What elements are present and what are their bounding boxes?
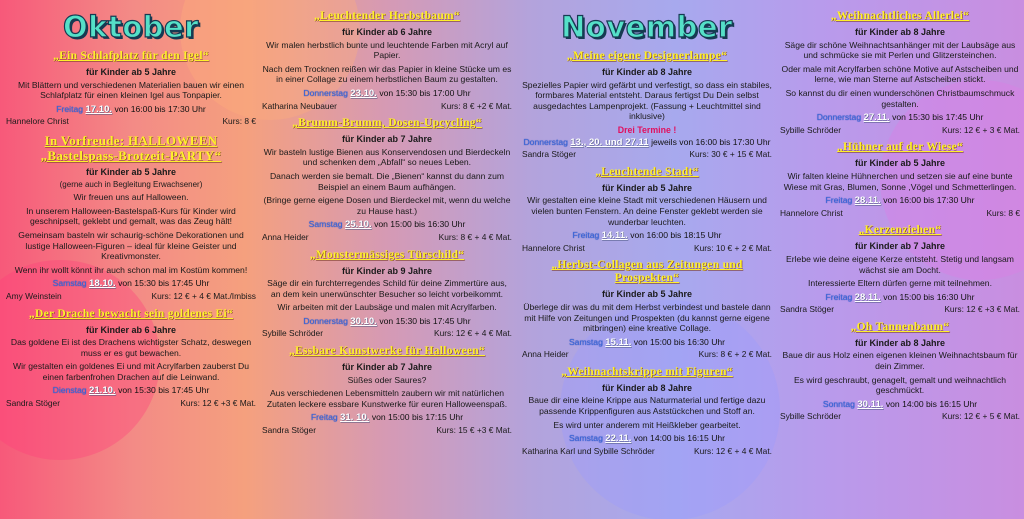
date-value: 15.11.	[605, 336, 632, 348]
description: Säge dir schöne Weihnachtsanhänger mit der Laubsäge aus und schmücke sie mit Perlen und Glitzersteinchen.	[784, 39, 1016, 61]
course-price: Kurs: 15 € +3 € Mat.	[436, 425, 512, 436]
description: Erlebe wie deine eigene Kerze entsteht. Stetig und langsam wächst sie am Docht.	[786, 253, 1014, 275]
course-title: „Oh Tannenbaum“	[850, 320, 950, 333]
column-oktober-2	[262, 0, 512, 519]
column-november-2	[780, 0, 1020, 519]
description: Interessierte Eltern dürfen gerne mit teilnehmen.	[808, 278, 992, 289]
description: Überlege dir was du mit dem Herbst verbindest und bastele dann mit Hilfe von Zeitungen und Prospekten (du kannst gerne eigene mitbringen) eine kreative Collage.	[523, 301, 771, 334]
course-price: Kurs: 8 € + 2 € Mat.	[698, 349, 772, 360]
instructor-price-row	[6, 398, 256, 409]
age-group: für Kinder ab 8 Jahre	[854, 27, 946, 37]
notice-text: Drei Termine !	[617, 124, 677, 135]
instructor-price-row	[522, 349, 772, 360]
age-group: für Kinder ab 8 Jahre	[601, 382, 693, 393]
weekday: Freitag	[572, 230, 600, 241]
course-price: Kurs: 8 €	[986, 207, 1020, 218]
course-title: „Weihnachtliches Allerlei“	[830, 10, 970, 22]
description: Wenn ihr wollt könnt ihr auch schon mal im Kostüm kommen!	[14, 264, 248, 275]
date-value: 23.10.	[350, 87, 377, 99]
course-title: „Ein Schlafplatz für den Igel“	[53, 50, 209, 62]
course-title: „Essbare Kunstwerke für Halloween“	[288, 345, 485, 358]
age-group: für Kinder ab 9 Jahre	[341, 265, 433, 276]
course-entry	[262, 117, 512, 242]
description: Säge dir ein furchterregendes Schild für deine Zimmertüre aus, an dem kein unerwünschter Besucher so leicht vorbeikommt.	[267, 278, 507, 299]
time-range: von 15:30 bis 17:45 Uhr	[118, 278, 210, 289]
instructor-price-row	[6, 291, 256, 302]
instructor-name: Sandra Stöger	[522, 149, 577, 160]
date-line	[522, 137, 772, 149]
instructor-price-row	[262, 328, 512, 339]
age-group: für Kinder ab 7 Jahre	[854, 241, 946, 252]
course-title: „Weihnachtskrippe mit Figuren“	[561, 365, 733, 378]
age-group: für Kinder ab 8 Jahre	[601, 67, 693, 77]
date-value: 30.11.	[857, 398, 884, 410]
course-title: „Meine eigene Designerlampe“	[566, 50, 728, 62]
date-line	[6, 104, 256, 116]
time-range: von 15:00 bis 16:30 Uhr	[633, 336, 726, 347]
course-price: Kurs: 12 € + 5 € Mat.	[942, 411, 1020, 422]
course-entry	[6, 308, 256, 409]
instructor-name: Amy Weinstein	[6, 290, 62, 301]
date-value: 13., 20. und 27.11	[570, 136, 649, 148]
course-price: Kurs: 12 € + 4 € Mat.	[434, 328, 512, 339]
instructor-name: Anna Heider	[522, 349, 569, 360]
course-entry	[262, 249, 512, 340]
course-title: „Kerzenziehen“	[858, 224, 942, 237]
age-group: für Kinder ab 7 Jahre	[341, 362, 433, 373]
instructor-name: Sybille Schröder	[262, 328, 323, 339]
weekday: Donnerstag	[523, 136, 568, 147]
age-group: für Kinder ab 5 Jahre	[601, 182, 693, 193]
age-group: für Kinder ab 6 Jahre	[85, 324, 177, 335]
instructor-price-row	[780, 208, 1020, 219]
date-value: 21.10.	[88, 385, 116, 397]
weekday: Freitag	[825, 195, 853, 206]
weekday: Samstag	[308, 219, 343, 230]
instructor-price-row	[6, 116, 256, 127]
date-value: 27.11.	[863, 112, 890, 124]
time-range: von 14:00 bis 16:15 Uhr	[885, 398, 978, 409]
date-line	[262, 88, 512, 100]
course-price: Kurs: 8 €	[222, 116, 256, 127]
description: Mit Blättern und verschiedenen Materialien bauen wir einen Schlafplatz für einen kleinen Igel aus Tonpapier.	[18, 79, 244, 101]
description: Nach dem Trocknen reißen wir das Papier in kleine Stücke um es in einer Collage zu einem herbstlichen Baum zu gestalten.	[262, 63, 512, 85]
time-range: von 15:30 bis 17:45 Uhr	[379, 315, 471, 326]
weekday: Donnerstag	[816, 112, 862, 123]
weekday: Dienstag	[52, 385, 87, 396]
column-oktober	[6, 0, 256, 519]
date-value: 14.11.	[601, 230, 628, 242]
description: Süßes oder Saures?	[347, 374, 427, 385]
weekday: Donnerstag	[303, 87, 348, 98]
course-price: Kurs: 30 € + 15 € Mat.	[689, 149, 772, 160]
date-line	[522, 433, 772, 445]
date-line	[780, 292, 1020, 304]
course-entry	[6, 133, 256, 302]
course-title: „Monstermässiges Türschild“	[309, 248, 465, 261]
description: Wir arbeiten mit der Laubsäge und malen mit Acrylfarben.	[277, 302, 497, 313]
course-entry	[262, 345, 512, 436]
course-title: „Leuchtender Herbstbaum“	[314, 10, 460, 22]
course-title: „Hühner auf der Wiese“	[836, 141, 964, 154]
description: Baue dir aus Holz einen eigenen kleinen Weihnachtsbaum für dein Zimmer.	[782, 350, 1018, 372]
age-group: für Kinder ab 5 Jahre	[601, 289, 693, 300]
course-price: Kurs: 12 € + 3 € Mat.	[942, 124, 1020, 135]
description: Wir basteln lustige Bienen aus Konservendosen und Bierdeckeln und schenken dem „Abfall“ so neues Leben.	[263, 146, 511, 168]
time-range: von 15:30 bis 17:45 Uhr	[892, 112, 984, 123]
date-line	[780, 112, 1020, 124]
weekday: Freitag	[310, 412, 338, 423]
instructor-name: Katharina Karl und Sybille Schröder	[522, 445, 655, 456]
instructor-name: Sandra Stöger	[6, 398, 61, 409]
description: Wir falten kleine Hühnerchen und setzen sie auf eine bunte Wiese mit Gras, Blumen, Sonne ,Vögel und Schmetterlingen.	[783, 170, 1017, 192]
description: Baue dir eine kleine Krippe aus Naturmaterial und fertige dazu passende Krippenfiguren aus Aststückchen und Stoff an.	[528, 395, 766, 417]
instructor-name: Hannelore Christ	[780, 207, 843, 218]
date-value: 17.10.	[85, 103, 113, 115]
instructor-price-row	[780, 411, 1020, 422]
description: Wir malen herbstlich bunte und leuchtende Farben mit Acryl auf Papier.	[266, 39, 508, 61]
weekday: Donnerstag	[303, 315, 348, 326]
description: Gemeinsam basteln wir schaurig-schöne Dekorationen und lustige Halloween-Figuren – ideal für kleine Geister und Kreativmonster.	[18, 229, 244, 262]
instructor-name: Katharina Neubauer	[262, 100, 337, 111]
age-group: für Kinder ab 5 Jahre	[854, 158, 946, 169]
weekday: Sonntag	[822, 398, 855, 409]
date-value: 18.10.	[88, 278, 116, 290]
description: Aus verschiedenen Lebensmitteln zaubern wir mit natürlichen Zutaten leckere essbare Kunstwerke für euren Halloweenspaß.	[266, 388, 508, 409]
description: Oder male mit Acrylfarben schöne Motive auf Astscheiben und lerne, wie man Sterne auf Astscheiben stickt.	[781, 63, 1019, 85]
instructor-price-row	[780, 304, 1020, 315]
instructor-name: Sybille Schröder	[780, 124, 841, 135]
date-value: 30.10.	[350, 315, 377, 327]
date-line	[522, 230, 772, 242]
date-line	[6, 278, 256, 290]
course-entry	[522, 259, 772, 360]
description: Danach werden sie bemalt. Die „Bienen“ kannst du dann zum Beispiel an einem Baum aufhängen.	[269, 170, 505, 192]
date-line	[780, 399, 1020, 411]
date-line	[262, 316, 512, 328]
course-title: „Herbst-Collagen aus Zeitungen und Prospekten“	[551, 259, 743, 285]
description: Es wird unter anderem mit Heißkleber gearbeitet.	[553, 419, 741, 430]
course-title: In Vorfreude: HALLOWEEN „Bastelspass-Brotzeit-PARTY“	[40, 132, 222, 163]
date-line	[262, 412, 512, 424]
course-price: Kurs: 12 € +3 € Mat.	[180, 398, 256, 409]
instructor-name: Sybille Schröder	[780, 411, 841, 422]
date-value: 22.11.	[605, 433, 632, 445]
description: Wir gestalten eine kleine Stadt mit verschiedenen Häusern und vielen bunten Fenstern. An deine Fenster geklebt werden sie wunderbar leuchten.	[527, 195, 767, 227]
age-group: für Kinder ab 5 Jahre	[85, 67, 177, 77]
date-line	[6, 385, 256, 397]
course-entry	[262, 10, 512, 111]
weekday: Samstag	[568, 433, 603, 444]
month-heading: Oktober	[63, 10, 199, 44]
course-entry	[780, 10, 1020, 135]
date-value: 31. 10.	[340, 412, 370, 424]
age-group: für Kinder ab 8 Jahre	[854, 337, 946, 348]
description: Wir gestalten ein goldenes Ei und mit Acrylfarben zauberst Du einen farbenfrohen Drachen auf die Leinwand.	[13, 361, 249, 382]
course-title: „Leuchtende Stadt“	[595, 165, 699, 178]
course-price: Kurs: 12 € + 4 € Mat.	[694, 445, 772, 456]
description: (Bringe gerne eigene Dosen und Bierdeckel mit, wenn du welche zu Hause hast.)	[263, 195, 511, 216]
course-title: „Der Drache bewacht sein goldenes Ei“	[28, 307, 234, 320]
date-line	[262, 219, 512, 231]
description: Wir freuen uns auf Halloween.	[73, 192, 189, 203]
course-price: Kurs: 8 € +2 € Mat.	[441, 100, 512, 111]
description: Es wird geschraubt, genagelt, gemalt und weihnachtlich geschmückt.	[793, 374, 1007, 396]
instructor-name: Hannelore Christ	[6, 116, 69, 127]
instructor-price-row	[522, 149, 772, 160]
instructor-price-row	[262, 101, 512, 112]
weekday: Samstag	[568, 336, 603, 347]
course-price: Kurs: 10 € + 2 € Mat.	[694, 242, 772, 253]
weekday: Samstag	[52, 278, 87, 289]
course-entry	[522, 366, 772, 457]
course-price: Kurs: 12 € +3 € Mat.	[944, 304, 1020, 315]
time-range: von 16:00 bis 17:30 Uhr	[114, 103, 206, 114]
course-entry	[6, 50, 256, 127]
instructor-name: Sandra Stöger	[262, 425, 317, 436]
course-entry	[780, 224, 1020, 315]
date-value: 28.11.	[854, 195, 881, 207]
instructor-price-row	[780, 125, 1020, 136]
description: So kannst du dir einen wunderschönen Christbaumschmuck gestalten.	[785, 87, 1015, 109]
time-range: von 15:00 bis 17:15 Uhr	[371, 412, 464, 423]
weekday: Freitag	[825, 291, 853, 302]
course-price: Kurs: 8 € + 4 € Mat.	[438, 231, 512, 242]
instructor-price-row	[522, 446, 772, 457]
instructor-name: Hannelore Christ	[522, 242, 585, 253]
time-range: von 16:00 bis 18:15 Uhr	[630, 230, 722, 241]
instructor-price-row	[522, 243, 772, 254]
time-range: von 15:00 bis 16:30 Uhr	[883, 291, 975, 302]
instructor-price-row	[262, 425, 512, 436]
age-group: für Kinder ab 7 Jahre	[341, 134, 433, 145]
date-value: 28.11.	[854, 291, 881, 303]
course-entry	[522, 166, 772, 254]
description: In unserem Halloween-Bastelspaß-Kurs für Kinder wird geschnipselt, geklebt und gemalt, was das Zeug hält!	[26, 205, 236, 227]
age-group: für Kinder ab 6 Jahre	[341, 27, 433, 37]
course-entry	[780, 321, 1020, 422]
time-range: von 15:30 bis 17:00 Uhr	[379, 87, 471, 98]
description: Das goldene Ei ist des Drachens wichtigster Schatz, deswegen muss er es gut bewachen.	[10, 337, 252, 358]
instructor-name: Anna Heider	[262, 231, 309, 242]
column-november	[522, 0, 772, 519]
date-line	[780, 195, 1020, 207]
time-range: von 14:00 bis 16:15 Uhr	[633, 433, 726, 444]
course-entry	[522, 50, 772, 160]
age-note: (gerne auch in Begleitung Erwachsener)	[59, 179, 203, 189]
weekday: Freitag	[56, 103, 84, 114]
time-range: von 16:00 bis 17:30 Uhr	[883, 195, 975, 206]
time-range: von 15:00 bis 16:30 Uhr	[374, 219, 466, 230]
month-heading: November	[561, 10, 733, 44]
description: Spezielles Papier wird gefärbt und verfestigt, so dass ein stabiles, formbares Material entsteht. Daraus fertigst Du Dein selbst ausgedachtes Lampenprojekt. (Fassung + Leuchtmittel sind inklusive)	[522, 79, 772, 122]
course-price: Kurs: 12 € + 4 € Mat./Imbiss	[151, 290, 256, 301]
instructor-name: Sandra Stöger	[780, 304, 835, 315]
date-line	[522, 337, 772, 349]
age-group: für Kinder ab 5 Jahre	[85, 166, 177, 177]
time-range: jeweils von 16:00 bis 17:30 Uhr	[651, 136, 771, 147]
course-title: „Brumm-Brumm, Dosen-Upcycling“	[292, 117, 482, 130]
instructor-price-row	[262, 232, 512, 243]
date-value: 25.10.	[344, 219, 372, 231]
time-range: von 15:30 bis 17:45 Uhr	[118, 385, 210, 396]
course-entry	[780, 141, 1020, 218]
